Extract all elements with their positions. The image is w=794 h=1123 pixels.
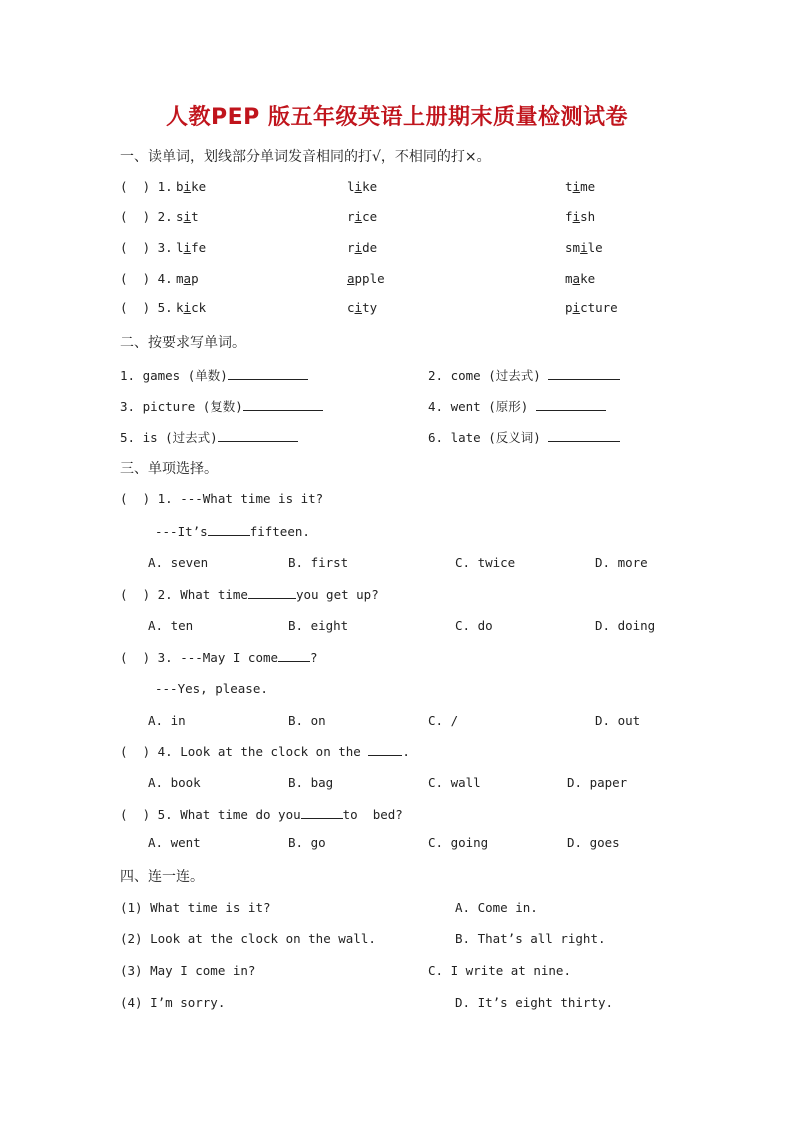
q3-option-d[interactable]: D. out <box>595 713 641 728</box>
q2-option-c[interactable]: C. do <box>455 618 493 633</box>
q3-option-a[interactable]: A. in <box>148 713 186 728</box>
section-4-heading: 四、连一连。 <box>120 869 204 885</box>
q4-option-a[interactable]: A. book <box>148 775 201 790</box>
question-1-line-2 <box>155 523 310 539</box>
section-1-heading: 一、读单词，划线部分单词发音相同的打√，不相同的打×。 <box>120 149 491 165</box>
word-item-4-text: 4. went (原形) <box>428 399 529 414</box>
answer-blank[interactable] <box>548 429 620 442</box>
section-2-heading: 二、按要求写单词。 <box>120 335 246 351</box>
word-item-2 <box>428 366 620 384</box>
match-left-1[interactable]: (1) What time is it? <box>120 900 271 915</box>
page-title: 人教PEP 版五年级英语上册期末质量检测试卷 <box>166 105 628 130</box>
underlined-sound: a <box>572 271 581 286</box>
word-5-c: picture <box>565 300 618 315</box>
underlined-sound: i <box>183 209 192 224</box>
word-item-2-text: 2. come (过去式) <box>428 368 541 383</box>
answer-blank[interactable] <box>548 367 620 380</box>
q2-option-d[interactable]: D. doing <box>595 618 656 633</box>
match-right-c[interactable]: C. I write at nine. <box>428 963 571 978</box>
word-2-a: sit <box>176 209 199 224</box>
question-5-stem <box>120 806 403 822</box>
q1-option-b[interactable]: B. first <box>288 555 349 570</box>
underlined-sound: i <box>354 240 363 255</box>
word-4-a: map <box>176 271 199 286</box>
underlined-sound: a <box>347 271 355 286</box>
word-3-a: life <box>176 240 207 255</box>
underlined-sound: i <box>354 209 363 224</box>
answer-blank[interactable] <box>248 586 296 599</box>
answer-paren-3[interactable]: ( ) 3. <box>120 240 173 255</box>
question-2-stem <box>120 586 379 602</box>
word-1-c: time <box>565 179 596 194</box>
match-left-4[interactable]: (4) I’m sorry. <box>120 995 226 1010</box>
q4-option-b[interactable]: B. bag <box>288 775 334 790</box>
word-item-3-text: 3. picture (复数) <box>120 399 243 414</box>
word-item-5 <box>120 428 298 446</box>
word-item-4 <box>428 397 606 415</box>
question-3-line-2: ---Yes, please. <box>155 681 268 696</box>
q3-option-c[interactable]: C. / <box>428 713 459 728</box>
answer-blank[interactable] <box>208 523 250 536</box>
question-4-stem-b: . <box>402 744 410 759</box>
underlined-sound: i <box>572 179 581 194</box>
answer-paren-1[interactable]: ( ) 1. <box>120 179 173 194</box>
word-2-b: rice <box>347 209 378 224</box>
word-item-6 <box>428 428 620 446</box>
question-1-line-2-b: fifteen. <box>249 524 310 539</box>
word-4-c: make <box>565 271 596 286</box>
answer-blank[interactable] <box>278 649 310 662</box>
question-4-stem-a: ( ) 4. Look at the clock on the <box>120 744 361 759</box>
word-item-5-text: 5. is (过去式) <box>120 430 218 445</box>
q3-option-b[interactable]: B. on <box>288 713 326 728</box>
word-5-a: kick <box>176 300 207 315</box>
underlined-sound: i <box>183 300 192 315</box>
question-3-stem <box>120 649 318 665</box>
q2-option-b[interactable]: B. eight <box>288 618 349 633</box>
question-1-stem: ( ) 1. ---What time is it? <box>120 491 324 506</box>
q4-option-d[interactable]: D. paper <box>567 775 628 790</box>
word-item-1-text: 1. games (单数) <box>120 368 228 383</box>
word-3-b: ride <box>347 240 378 255</box>
word-2-c: fish <box>565 209 596 224</box>
word-3-c: smile <box>565 240 603 255</box>
word-4-b: apple <box>347 271 385 286</box>
underlined-sound: i <box>183 179 192 194</box>
answer-paren-2[interactable]: ( ) 2. <box>120 209 173 224</box>
match-right-b[interactable]: B. That’s all right. <box>455 931 606 946</box>
question-5-stem-b: to bed? <box>342 807 403 822</box>
answer-paren-4[interactable]: ( ) 4. <box>120 271 173 286</box>
underlined-sound: i <box>183 240 192 255</box>
question-5-stem-a: ( ) 5. What time do you <box>120 807 301 822</box>
answer-blank[interactable] <box>243 398 323 411</box>
q1-option-d[interactable]: D. more <box>595 555 648 570</box>
answer-blank[interactable] <box>228 367 308 380</box>
answer-blank[interactable] <box>218 429 298 442</box>
match-right-a[interactable]: A. Come in. <box>455 900 538 915</box>
underlined-sound: a <box>183 271 192 286</box>
q2-option-a[interactable]: A. ten <box>148 618 194 633</box>
question-2-stem-b: you get up? <box>295 587 379 602</box>
q5-option-d[interactable]: D. goes <box>567 835 620 850</box>
section-3-heading: 三、单项选择。 <box>120 461 218 477</box>
q5-option-c[interactable]: C. going <box>428 835 489 850</box>
q1-option-a[interactable]: A. seven <box>148 555 209 570</box>
q5-option-a[interactable]: A. went <box>148 835 201 850</box>
answer-paren-5[interactable]: ( ) 5. <box>120 300 173 315</box>
underlined-sound: i <box>580 240 588 255</box>
q4-option-c[interactable]: C. wall <box>428 775 481 790</box>
q1-option-c[interactable]: C. twice <box>455 555 516 570</box>
word-1-a: bike <box>176 179 207 194</box>
question-3-stem-a: ( ) 3. ---May I come <box>120 650 279 665</box>
question-2-stem-a: ( ) 2. What time <box>120 587 248 602</box>
answer-blank[interactable] <box>368 743 402 756</box>
question-4-stem <box>120 743 410 759</box>
answer-blank[interactable] <box>301 806 343 819</box>
underlined-sound: i <box>354 179 363 194</box>
question-3-stem-b: ? <box>310 650 318 665</box>
word-1-b: like <box>347 179 378 194</box>
word-5-b: city <box>347 300 378 315</box>
question-1-line-2-a: ---It’s <box>155 524 208 539</box>
match-left-2[interactable]: (2) Look at the clock on the wall. <box>120 931 376 946</box>
underlined-sound: i <box>572 300 581 315</box>
q5-option-b[interactable]: B. go <box>288 835 326 850</box>
word-item-1 <box>120 366 308 384</box>
word-item-3 <box>120 397 323 415</box>
answer-blank[interactable] <box>536 398 606 411</box>
match-right-d[interactable]: D. It’s eight thirty. <box>455 995 614 1010</box>
underlined-sound: i <box>354 300 363 315</box>
underlined-sound: i <box>572 209 581 224</box>
match-left-3[interactable]: (3) May I come in? <box>120 963 256 978</box>
word-item-6-text: 6. late (反义词) <box>428 430 541 445</box>
